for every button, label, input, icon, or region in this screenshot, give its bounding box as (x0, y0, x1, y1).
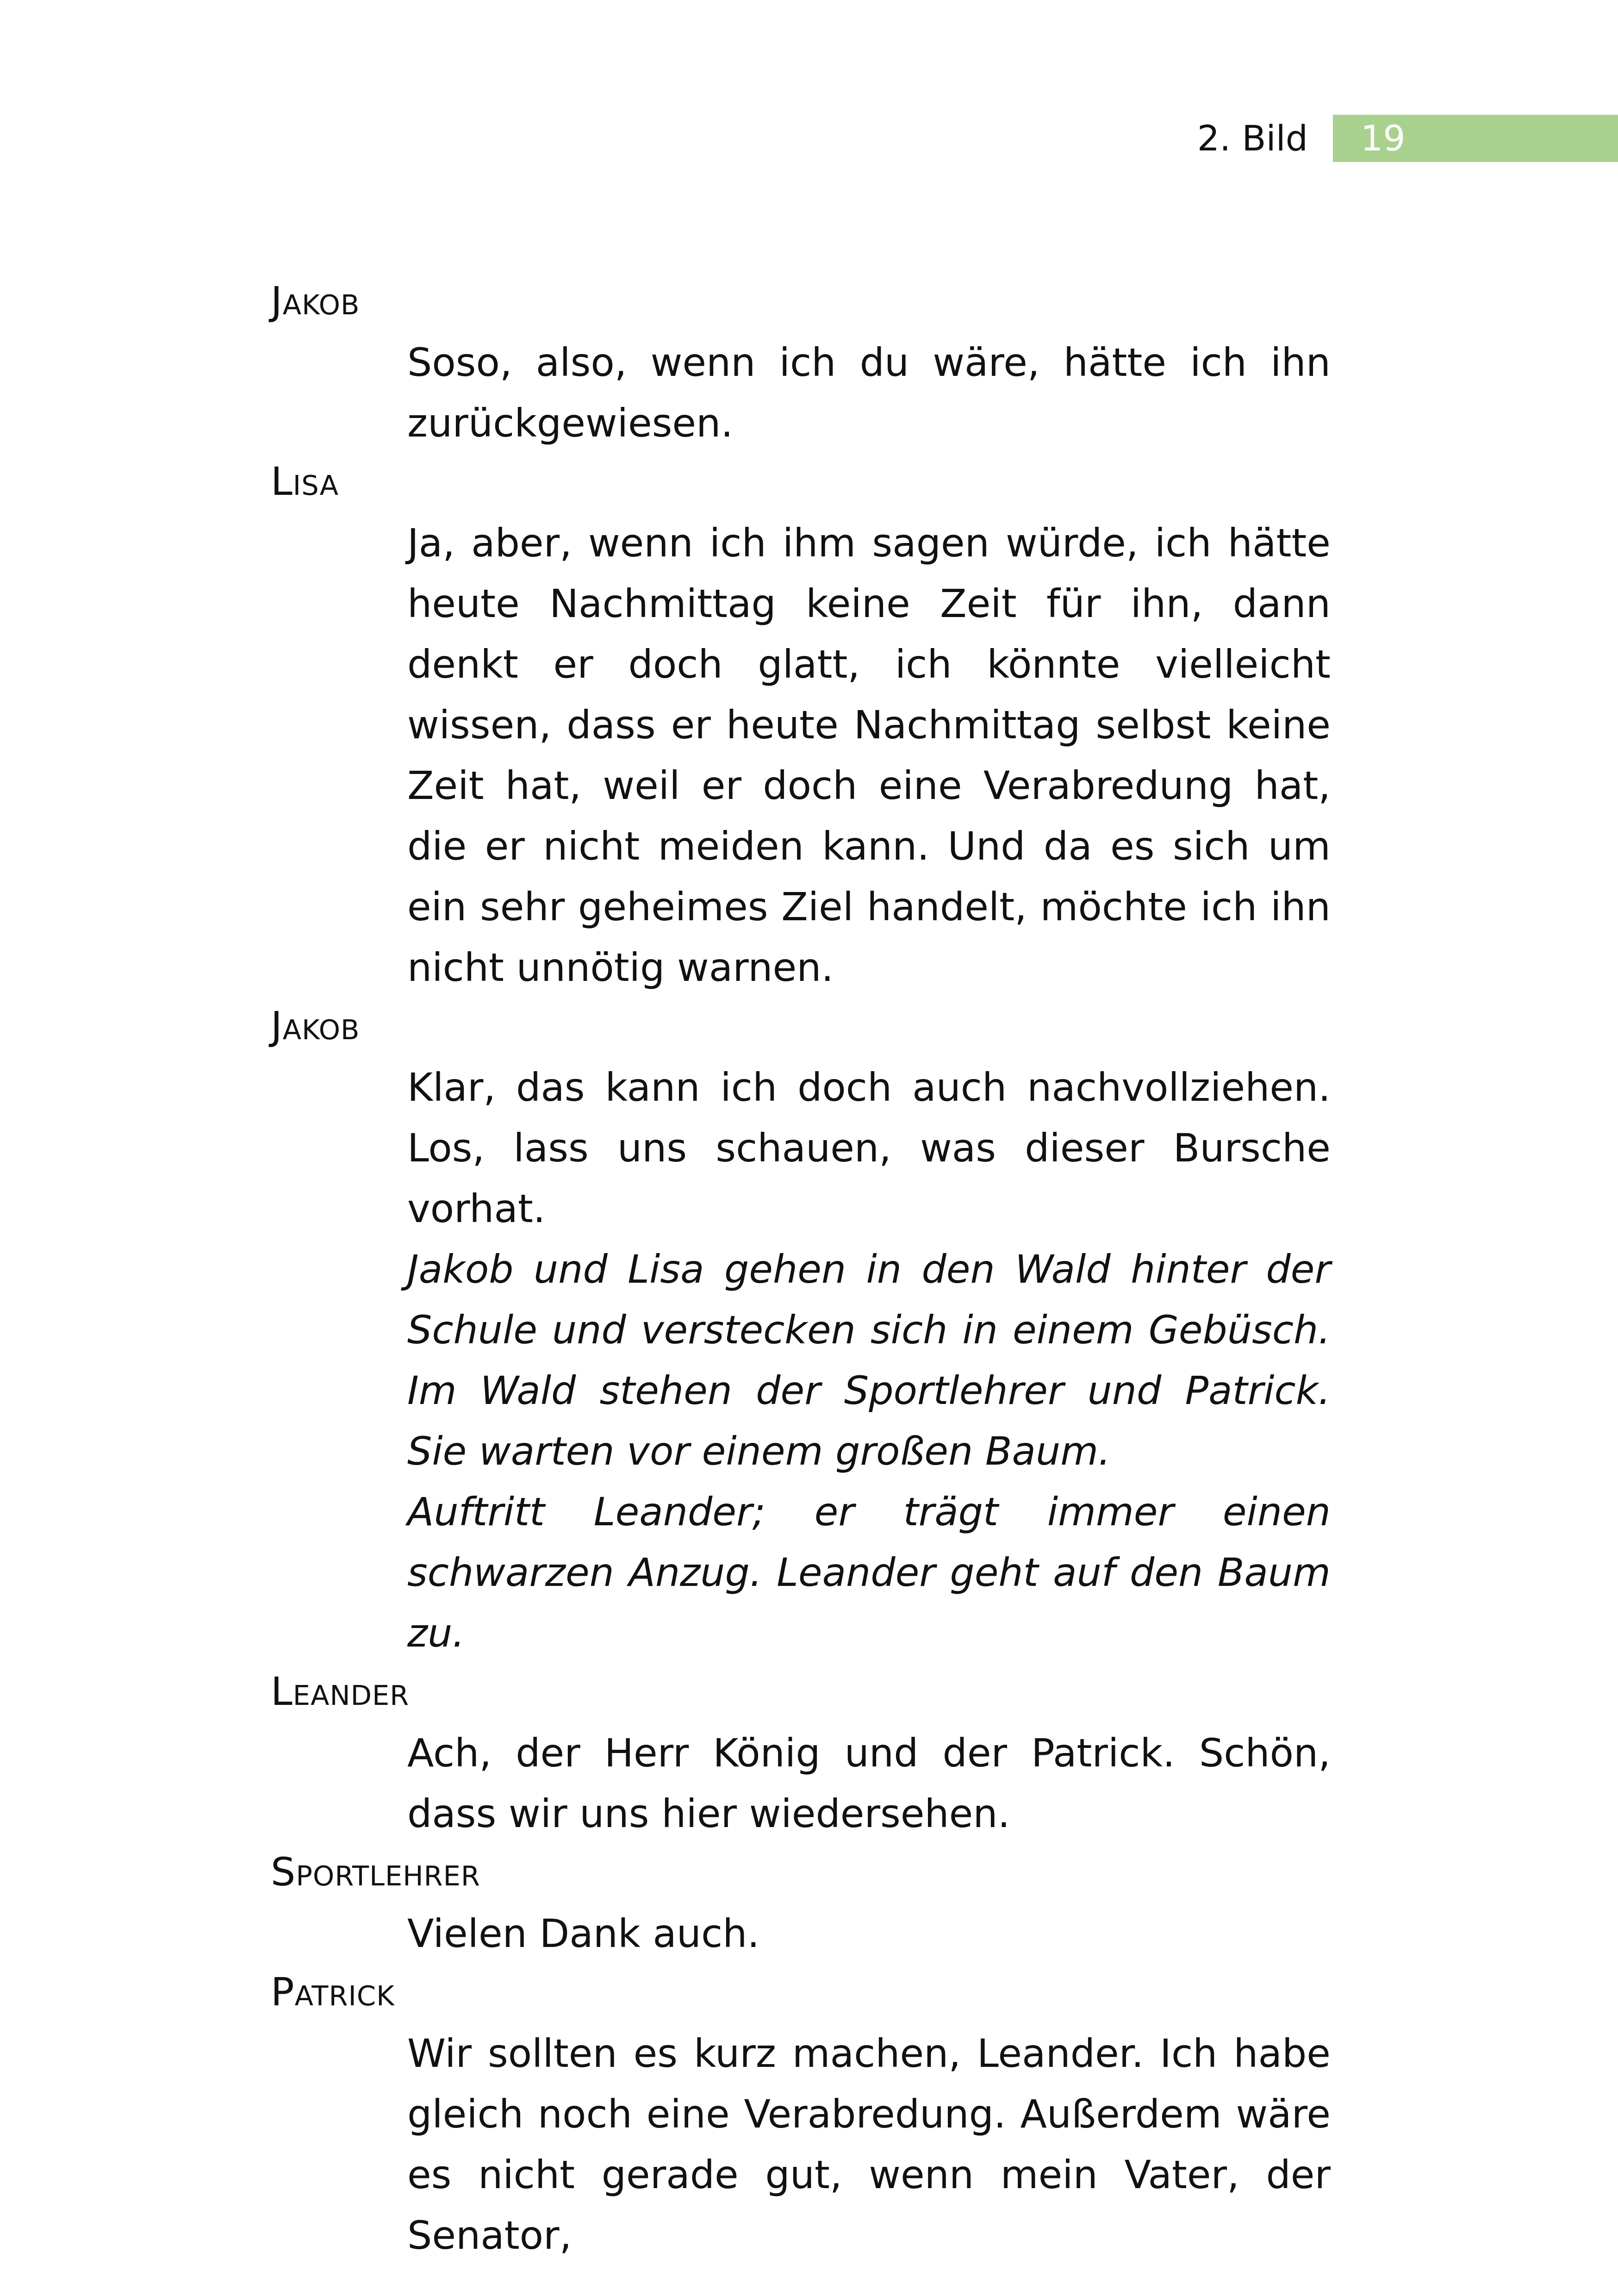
page-number-tab (1333, 115, 1618, 162)
stage-direction: Auftritt Leander; er trägt immer einen schwarzen Anzug. Leander geht auf den Baum zu. (407, 1489, 1331, 1656)
script-body (271, 273, 1331, 2266)
dialogue-line: Soso, also, wenn ich du wäre, hätte ich ihn zurückgewiesen. (407, 340, 1331, 446)
dialogue-line: Klar, das kann ich doch auch nachvollziehen. Los, lass uns schauen, was dieser Bursche vorhat. (407, 1065, 1331, 1231)
speaker-name: Lisa (271, 459, 339, 504)
page-number: 19 (1361, 118, 1406, 159)
speaker-name: Patrick (271, 1969, 395, 2015)
section-title: 2. Bild (1197, 118, 1308, 159)
speaker-name: Jakob (271, 1003, 360, 1048)
speaker-name: Leander (271, 1669, 410, 1714)
dialogue-line: Ja, aber, wenn ich ihm sagen würde, ich hätte heute Nachmittag keine Zeit für ihn, dann denkt er doch glatt, ich könnte vielleicht wissen, dass er heute Nachmittag selbst keine Zeit hat, weil er doch eine Verabredung hat, die er nicht meiden kann. Und da es sich um ein sehr geheimes Ziel handelt, möchte ich ihn nicht unnötig warnen. (407, 520, 1331, 990)
speech-block (407, 1057, 1331, 1664)
speech-block (407, 2023, 1331, 2266)
dialogue-line: Ach, der Herr König und der Patrick. Schön, dass wir uns hier wiedersehen. (407, 1730, 1331, 1836)
speech-block (407, 1723, 1331, 1844)
dialogue-line: Vielen Dank auch. (407, 1911, 760, 1956)
dialogue-line: Wir sollten es kurz machen, Leander. Ich habe gleich noch eine Verabredung. Außerdem wäre es nicht gerade gut, wenn mein Vater, der Senator, (407, 2031, 1331, 2258)
speaker-name: Sportlehrer (271, 1849, 480, 1895)
speaker-name: Jakob (271, 278, 360, 324)
stage-direction: Jakob und Lisa gehen in den Wald hinter der Schule und verstecken sich in einem Gebüsch. Im Wald stehen der Sportlehrer und Patrick. Sie warten vor einem großen Baum. (407, 1247, 1331, 1474)
speech-block (407, 1903, 1331, 1964)
speech-block (407, 513, 1331, 998)
running-header (0, 115, 1618, 162)
speech-block (407, 332, 1331, 454)
